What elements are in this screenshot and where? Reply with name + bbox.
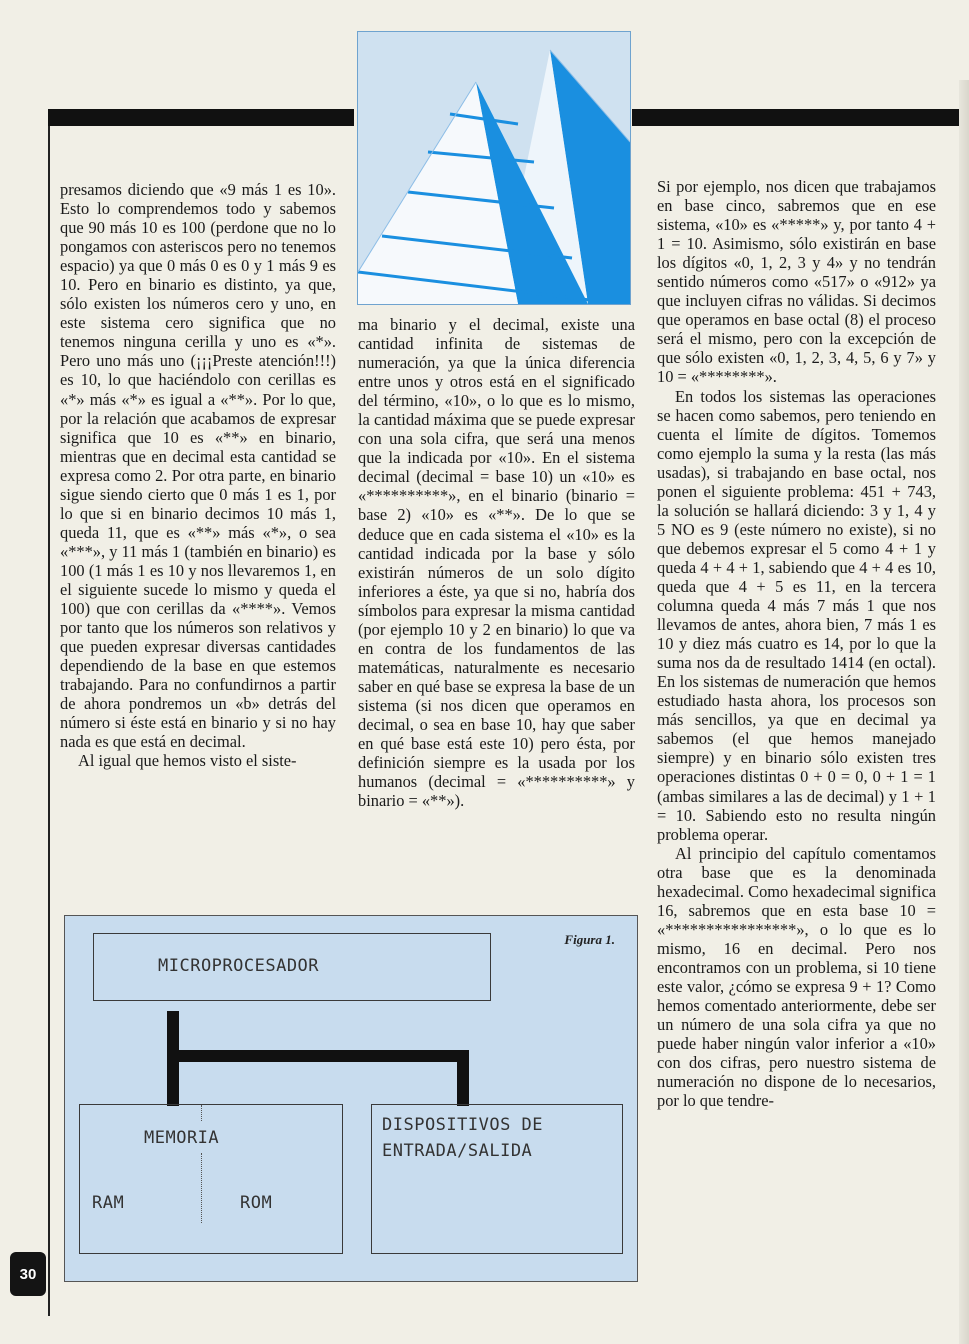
header-bar-left	[48, 109, 354, 126]
paragraph: presamos diciendo que «9 más 1 es 10». Esto lo comprendemos todo y sabemos que 90 más 10 es 100 (perdone que no lo pongamos con asteriscos pero no tenemos espacio) ya que 0 más 0 es 0 y 1 más 9 es 10. Pero en binario es distinto, ya que, sólo existen los números cero y uno, en este sistema cero significa que no tenemos ninguna cerilla y uno es «*». Pero uno más uno (¡¡¡Preste atención!!!) es 10, lo que haciéndolo con cerillas es «*» más «*» es igual a «**». Por lo que, por la relación que acabamos de expresar significa que 10 es «**» en binario, mientras que en decimal esta cantidad se expresa como 2. Por otra parte, en binario sigue siendo cierto que 0 más 1 es 1, por lo que si en binario decimos 10 más 1, queda 11, que es «**» más «*», o sea «***», y 11 más 1 (también en binario) es 100 (1 más 1 es 10 y nos llevaremos 1, en el siguiente sucede lo mismo y queda el 100) que con cerillas da «****». Vemos por tanto que los números son relativos y que pueden expresar diversas cantidades dependiendo de la base en que estemos trabajando. Para no confundirnos a partir de ahora pondremos un «b» detrás del número si éste está en binario y si no hay nada es que está en decimal.	[60, 180, 336, 752]
pyramid-graphic	[358, 32, 630, 304]
paragraph: Si por ejemplo, nos dicen que trabajamos en base cinco, sabremos que en ese sistema, «10» es «*****» y, por tanto 4 + 1 = 10. Asimismo, sólo existirán en base los dígitos «0, 1, 2, 3 y 4» y no tendrán sentido números como «517» o «912» ya que incluyen cifras no válidas. Si decimos que operamos en base octal (8) el proceso será el mismo, pero con la excepción de que sólo existen «0, 1, 2, 3, 4, 5, 6 y 7» y 10 = «********».	[657, 177, 936, 387]
cpu-label: MICROPROCESADOR	[158, 956, 320, 976]
figure-caption: Figura 1.	[564, 932, 615, 947]
io-block	[371, 1104, 623, 1254]
io-label-line2: ENTRADA/SALIDA	[382, 1141, 533, 1161]
page-edge	[959, 80, 969, 1344]
pyramid-illustration	[357, 31, 631, 305]
text-column-2	[358, 315, 635, 810]
rom-label: ROM	[240, 1193, 273, 1213]
text-column-3	[657, 177, 936, 1110]
memory-label: MEMORIA	[144, 1128, 220, 1148]
header-bar-right	[632, 109, 969, 126]
ram-label: RAM	[92, 1193, 125, 1213]
paragraph: Al principio del capítulo comentamos otra base que es la denominada hexadecimal. Como hexadecimal significa 16, sabremos que en esta base 10 = «****************», o lo que es lo mismo, 16 en decimal. Pero nos encontramos con un problema, si 10 tiene este valor, ¿cómo se expresa 9 + 1? Como hemos comentado anteriormente, debe ser un número de una sola cifra ya que no puede haber ningún valor inferior a «10» con dos cifras, pero nuestro sistema de numeración no dispone de lo necesarios, por lo que tendre-	[657, 843, 936, 1111]
page-number: 30	[10, 1252, 46, 1296]
paragraph: En todos los sistemas las operaciones se hacen como sabemos, pero teniendo en cuenta el límite de dígitos. Tomemos como ejemplo la suma y la resta (las más usadas), si trabajando en base octal, nos ponen el siguiente problema: 451 + 743, la solución se hallará diciendo: 3 y 1, 4 y 5 NO es 9 (este número no existe), si no que debemos expresar el 5 como 4 + 1 y queda 4 + 4 + 1, sabiendo que 4 + 4 es 10, queda que 4 + 5 es 11, en la tercera columna queda 4 más 7 más 1 que nos llevamos de antes, ahora bien, 7 más 1 es 10 y diez más cuatro es 14, por lo que la suma nos da de resultado 1414 (en octal). En los sistemas de numeración que hemos estudiado hasta ahora, los procesos son más sencillos, ya que en decimal ya sabemos (el que hemos manejado siempre) y en binario sólo existen tres operaciones distintas 0 + 0 = 0, 0 + 1 = 1 (ambas similares a las de decimal) y 1 + 1 = 10. Sabiendo esto no resulta ningún problema operar.	[657, 386, 936, 844]
paragraph: Al igual que hemos visto el siste-	[78, 751, 297, 771]
paragraph: ma binario y el decimal, existe una cantidad infinita de sistemas de numeración, ya que la única diferencia entre unos y otros está en el significado del término, «10», o lo que es lo mismo, la cantidad máxima que se puede expresar con una sola cifra, que será una menos que la indicada por «10». En el sistema decimal (decimal = base 10) un «10» es «**********», en el binario (binario = base 2) «10» es «**». De lo que se deduce que en cada sistema el «10» es la cantidad indicada por la base y sólo existirán números de un solo dígito inferiores a éste, ya que si no, habría dos símbolos para expresar la misma cantidad (por ejemplo 10 y 2 en binario) lo que va en contra de los fundamentos de las matemáticas, naturalmente es necesario saber en qué base se expresa la base de un sistema (si nos dicen que operamos en decimal, o sea en base 10, hay que saber en qué base está este 10) pero ésta, por definición siempre es la usada por los humanos (decimal = «**********» y binario = «**»).	[358, 315, 635, 811]
memory-divider	[201, 1105, 202, 1121]
text-column-1	[60, 180, 336, 770]
column-rule	[48, 126, 50, 1316]
figure-diagram	[64, 915, 638, 1282]
io-label-line1: DISPOSITIVOS DE	[382, 1115, 544, 1135]
memory-divider	[201, 1153, 202, 1223]
memory-block	[79, 1104, 343, 1254]
